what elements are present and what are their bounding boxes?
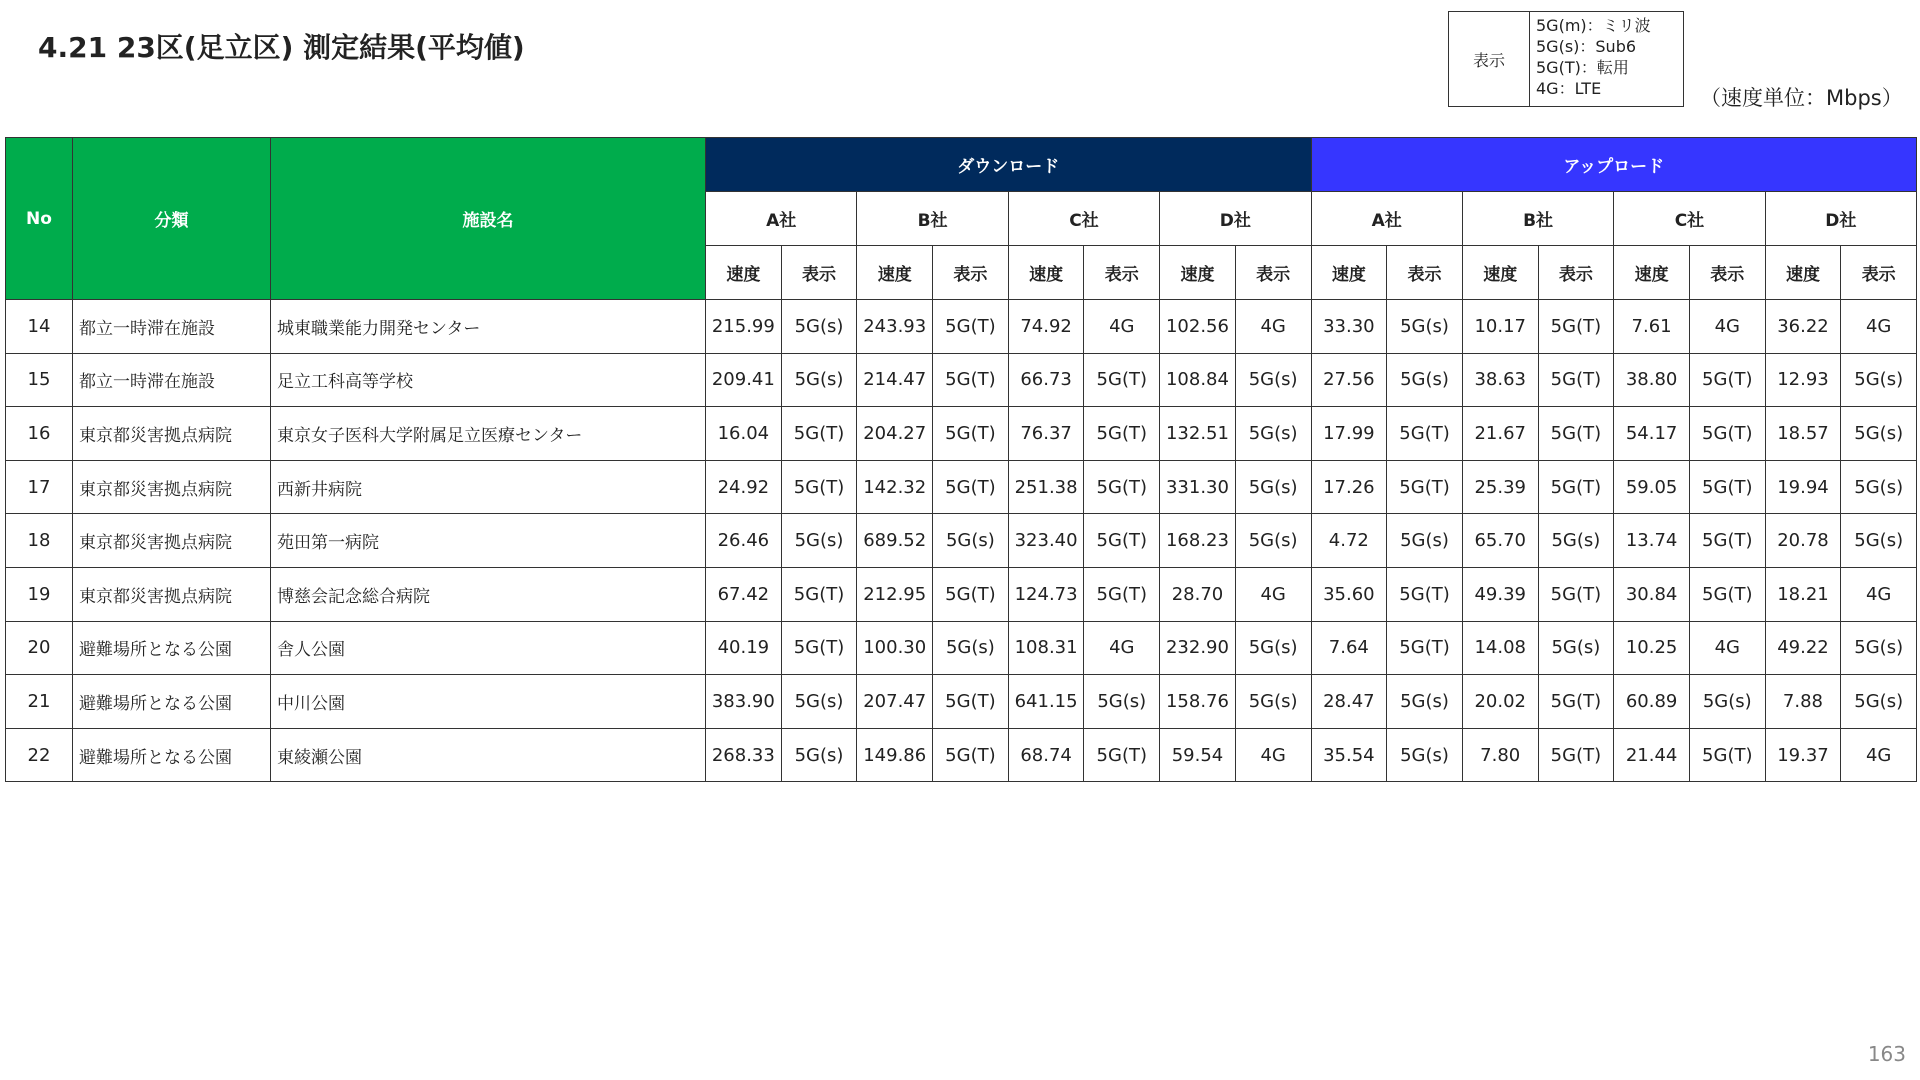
- cell-speed: 204.27: [857, 407, 933, 461]
- header-upload-company: C社: [1614, 192, 1765, 246]
- header-speed: 速度: [1311, 246, 1387, 300]
- cell-speed: 49.39: [1462, 567, 1538, 621]
- cell-display: 5G(T): [1689, 353, 1765, 407]
- cell-speed: 67.42: [706, 567, 782, 621]
- cell-display: 5G(s): [1841, 460, 1917, 514]
- cell-display: 5G(s): [1841, 514, 1917, 568]
- cell-facility: 足立工科高等学校: [271, 353, 706, 407]
- page-title: 4.21 23区(足立区) 測定結果(平均値): [38, 31, 525, 64]
- cell-display: 5G(T): [1538, 675, 1614, 729]
- cell-no: 20: [6, 621, 73, 675]
- header-download-company: B社: [857, 192, 1008, 246]
- cell-speed: 35.54: [1311, 728, 1387, 782]
- cell-display: 5G(s): [1235, 460, 1311, 514]
- cell-display: 5G(s): [781, 514, 857, 568]
- cell-speed: 214.47: [857, 353, 933, 407]
- cell-facility: 舎人公園: [271, 621, 706, 675]
- cell-speed: 17.26: [1311, 460, 1387, 514]
- header-display: 表示: [933, 246, 1009, 300]
- cell-no: 21: [6, 675, 73, 729]
- cell-display: 4G: [1235, 728, 1311, 782]
- cell-speed: 21.44: [1614, 728, 1690, 782]
- table-row: [6, 567, 1917, 621]
- cell-speed: 383.90: [706, 675, 782, 729]
- cell-display: 5G(s): [1387, 728, 1463, 782]
- cell-display: 4G: [1689, 300, 1765, 354]
- cell-speed: 54.17: [1614, 407, 1690, 461]
- header-display: 表示: [1387, 246, 1463, 300]
- cell-display: 5G(s): [781, 300, 857, 354]
- cell-display: 4G: [1084, 300, 1160, 354]
- cell-facility: 城東職業能力開発センター: [271, 300, 706, 354]
- cell-facility: 東綾瀬公園: [271, 728, 706, 782]
- header-category: 分類: [73, 138, 271, 300]
- cell-speed: 100.30: [857, 621, 933, 675]
- cell-display: 5G(T): [1387, 407, 1463, 461]
- header-upload-company: A社: [1311, 192, 1462, 246]
- cell-speed: 7.64: [1311, 621, 1387, 675]
- cell-speed: 10.17: [1462, 300, 1538, 354]
- cell-display: 5G(T): [781, 567, 857, 621]
- cell-speed: 66.73: [1008, 353, 1084, 407]
- cell-speed: 26.46: [706, 514, 782, 568]
- header-display: 表示: [1235, 246, 1311, 300]
- cell-speed: 142.32: [857, 460, 933, 514]
- cell-facility: 東京女子医科大学附属足立医療センター: [271, 407, 706, 461]
- header-upload-company: D社: [1765, 192, 1916, 246]
- page-number: 163: [1867, 1042, 1906, 1066]
- cell-speed: 19.94: [1765, 460, 1841, 514]
- cell-display: 5G(s): [1387, 675, 1463, 729]
- cell-speed: 108.31: [1008, 621, 1084, 675]
- cell-display: 5G(T): [1538, 353, 1614, 407]
- cell-speed: 16.04: [706, 407, 782, 461]
- cell-display: 5G(s): [1084, 675, 1160, 729]
- cell-display: 5G(T): [933, 567, 1009, 621]
- cell-display: 5G(s): [1689, 675, 1765, 729]
- table-row: [6, 300, 1917, 354]
- cell-speed: 7.80: [1462, 728, 1538, 782]
- cell-display: 5G(T): [1084, 567, 1160, 621]
- cell-display: 4G: [1084, 621, 1160, 675]
- cell-facility: 中川公園: [271, 675, 706, 729]
- cell-speed: 33.30: [1311, 300, 1387, 354]
- cell-speed: 21.67: [1462, 407, 1538, 461]
- cell-display: 4G: [1841, 300, 1917, 354]
- header-speed: 速度: [1462, 246, 1538, 300]
- cell-speed: 108.84: [1160, 353, 1236, 407]
- cell-speed: 212.95: [857, 567, 933, 621]
- cell-speed: 14.08: [1462, 621, 1538, 675]
- cell-display: 5G(T): [781, 460, 857, 514]
- header-speed: 速度: [1008, 246, 1084, 300]
- cell-speed: 149.86: [857, 728, 933, 782]
- legend-item: 5G(m)：ミリ波: [1536, 16, 1651, 35]
- cell-display: 5G(s): [1387, 353, 1463, 407]
- cell-speed: 641.15: [1008, 675, 1084, 729]
- cell-display: 5G(s): [1841, 407, 1917, 461]
- cell-speed: 124.73: [1008, 567, 1084, 621]
- cell-no: 16: [6, 407, 73, 461]
- header-download-company: C社: [1008, 192, 1159, 246]
- cell-speed: 38.63: [1462, 353, 1538, 407]
- cell-display: 5G(T): [1084, 353, 1160, 407]
- results-table: [5, 137, 1917, 782]
- table-row: [6, 621, 1917, 675]
- cell-display: 5G(T): [1084, 728, 1160, 782]
- cell-display: 5G(s): [1538, 514, 1614, 568]
- header-download-company: D社: [1160, 192, 1311, 246]
- cell-display: 5G(T): [1689, 460, 1765, 514]
- header-facility: 施設名: [271, 138, 706, 300]
- cell-speed: 215.99: [706, 300, 782, 354]
- header-speed: 速度: [1160, 246, 1236, 300]
- cell-display: 5G(T): [1689, 728, 1765, 782]
- cell-display: 5G(s): [1235, 407, 1311, 461]
- cell-no: 18: [6, 514, 73, 568]
- cell-display: 5G(s): [1841, 675, 1917, 729]
- header-speed: 速度: [857, 246, 933, 300]
- cell-speed: 18.57: [1765, 407, 1841, 461]
- cell-display: 5G(T): [1387, 567, 1463, 621]
- cell-display: 5G(T): [933, 675, 1009, 729]
- cell-display: 4G: [1235, 300, 1311, 354]
- cell-display: 5G(s): [781, 728, 857, 782]
- cell-speed: 232.90: [1160, 621, 1236, 675]
- cell-speed: 25.39: [1462, 460, 1538, 514]
- cell-display: 5G(s): [933, 621, 1009, 675]
- cell-category: 東京都災害拠点病院: [73, 567, 271, 621]
- cell-display: 5G(s): [781, 675, 857, 729]
- cell-display: 5G(T): [933, 728, 1009, 782]
- table-row: [6, 353, 1917, 407]
- cell-speed: 4.72: [1311, 514, 1387, 568]
- cell-speed: 18.21: [1765, 567, 1841, 621]
- cell-speed: 689.52: [857, 514, 933, 568]
- cell-display: 5G(T): [1689, 514, 1765, 568]
- cell-speed: 132.51: [1160, 407, 1236, 461]
- cell-speed: 268.33: [706, 728, 782, 782]
- cell-speed: 20.78: [1765, 514, 1841, 568]
- cell-no: 19: [6, 567, 73, 621]
- cell-display: 5G(T): [1538, 300, 1614, 354]
- cell-display: 5G(T): [933, 300, 1009, 354]
- cell-display: 4G: [1841, 728, 1917, 782]
- cell-display: 5G(T): [1538, 728, 1614, 782]
- cell-speed: 28.70: [1160, 567, 1236, 621]
- cell-speed: 49.22: [1765, 621, 1841, 675]
- cell-speed: 35.60: [1311, 567, 1387, 621]
- cell-speed: 30.84: [1614, 567, 1690, 621]
- cell-speed: 102.56: [1160, 300, 1236, 354]
- cell-speed: 10.25: [1614, 621, 1690, 675]
- cell-display: 5G(s): [1841, 621, 1917, 675]
- cell-speed: 74.92: [1008, 300, 1084, 354]
- cell-facility: 博慈会記念総合病院: [271, 567, 706, 621]
- legend-items: [1530, 12, 1657, 106]
- cell-display: 5G(T): [933, 353, 1009, 407]
- cell-speed: 59.05: [1614, 460, 1690, 514]
- header-upload-company: B社: [1462, 192, 1613, 246]
- cell-speed: 209.41: [706, 353, 782, 407]
- cell-speed: 59.54: [1160, 728, 1236, 782]
- cell-display: 5G(s): [1387, 300, 1463, 354]
- cell-speed: 19.37: [1765, 728, 1841, 782]
- cell-display: 5G(T): [781, 407, 857, 461]
- header-no: No: [6, 138, 73, 300]
- cell-speed: 251.38: [1008, 460, 1084, 514]
- cell-speed: 168.23: [1160, 514, 1236, 568]
- cell-category: 避難場所となる公園: [73, 675, 271, 729]
- cell-speed: 68.74: [1008, 728, 1084, 782]
- cell-category: 避難場所となる公園: [73, 728, 271, 782]
- cell-display: 5G(s): [781, 353, 857, 407]
- cell-display: 5G(T): [933, 407, 1009, 461]
- cell-display: 5G(T): [1689, 567, 1765, 621]
- cell-display: 5G(T): [1538, 567, 1614, 621]
- table-row: [6, 407, 1917, 461]
- cell-speed: 13.74: [1614, 514, 1690, 568]
- header-display: 表示: [1841, 246, 1917, 300]
- table-body: [6, 300, 1917, 782]
- table-row: [6, 460, 1917, 514]
- cell-facility: 苑田第一病院: [271, 514, 706, 568]
- header-download-company: A社: [706, 192, 857, 246]
- header-speed: 速度: [1614, 246, 1690, 300]
- cell-speed: 12.93: [1765, 353, 1841, 407]
- cell-speed: 24.92: [706, 460, 782, 514]
- cell-display: 5G(T): [1689, 407, 1765, 461]
- cell-category: 東京都災害拠点病院: [73, 407, 271, 461]
- legend-item: 5G(T)：転用: [1536, 58, 1629, 77]
- speed-unit-note: （速度単位：Mbps）: [1700, 86, 1903, 110]
- cell-facility: 西新井病院: [271, 460, 706, 514]
- table-row: [6, 728, 1917, 782]
- cell-display: 5G(s): [1235, 675, 1311, 729]
- cell-display: 5G(s): [1235, 621, 1311, 675]
- legend-item: 5G(s)：Sub6: [1536, 37, 1637, 56]
- legend-item: 4G：LTE: [1536, 79, 1602, 98]
- cell-speed: 20.02: [1462, 675, 1538, 729]
- header-display: 表示: [1538, 246, 1614, 300]
- cell-speed: 207.47: [857, 675, 933, 729]
- cell-speed: 243.93: [857, 300, 933, 354]
- cell-speed: 331.30: [1160, 460, 1236, 514]
- cell-speed: 36.22: [1765, 300, 1841, 354]
- cell-display: 5G(s): [1841, 353, 1917, 407]
- cell-display: 5G(T): [1387, 460, 1463, 514]
- cell-display: 4G: [1235, 567, 1311, 621]
- cell-speed: 40.19: [706, 621, 782, 675]
- table-row: [6, 514, 1917, 568]
- cell-category: 東京都災害拠点病院: [73, 460, 271, 514]
- cell-speed: 7.61: [1614, 300, 1690, 354]
- header-speed: 速度: [1765, 246, 1841, 300]
- display-legend-box: [1448, 11, 1684, 107]
- header-upload: アップロード: [1311, 138, 1917, 192]
- cell-category: 都立一時滞在施設: [73, 300, 271, 354]
- legend-label: 表示: [1449, 12, 1530, 106]
- cell-display: 5G(T): [1387, 621, 1463, 675]
- cell-speed: 323.40: [1008, 514, 1084, 568]
- cell-category: 避難場所となる公園: [73, 621, 271, 675]
- cell-speed: 7.88: [1765, 675, 1841, 729]
- header-display: 表示: [1084, 246, 1160, 300]
- cell-display: 5G(T): [933, 460, 1009, 514]
- cell-speed: 28.47: [1311, 675, 1387, 729]
- cell-no: 22: [6, 728, 73, 782]
- header-speed: 速度: [706, 246, 782, 300]
- cell-speed: 76.37: [1008, 407, 1084, 461]
- cell-no: 14: [6, 300, 73, 354]
- cell-display: 5G(s): [1538, 621, 1614, 675]
- cell-category: 都立一時滞在施設: [73, 353, 271, 407]
- cell-speed: 60.89: [1614, 675, 1690, 729]
- cell-speed: 27.56: [1311, 353, 1387, 407]
- cell-display: 5G(T): [1538, 407, 1614, 461]
- header-display: 表示: [1689, 246, 1765, 300]
- cell-speed: 17.99: [1311, 407, 1387, 461]
- cell-speed: 158.76: [1160, 675, 1236, 729]
- cell-display: 5G(s): [1235, 514, 1311, 568]
- cell-display: 5G(s): [1387, 514, 1463, 568]
- header-display: 表示: [781, 246, 857, 300]
- cell-display: 5G(T): [781, 621, 857, 675]
- table-row: [6, 675, 1917, 729]
- cell-category: 東京都災害拠点病院: [73, 514, 271, 568]
- cell-no: 15: [6, 353, 73, 407]
- cell-speed: 38.80: [1614, 353, 1690, 407]
- cell-display: 4G: [1689, 621, 1765, 675]
- header-download: ダウンロード: [706, 138, 1312, 192]
- cell-display: 5G(T): [1084, 407, 1160, 461]
- cell-display: 5G(s): [933, 514, 1009, 568]
- cell-display: 5G(T): [1084, 514, 1160, 568]
- cell-speed: 65.70: [1462, 514, 1538, 568]
- cell-no: 17: [6, 460, 73, 514]
- cell-display: 5G(T): [1538, 460, 1614, 514]
- cell-display: 5G(T): [1084, 460, 1160, 514]
- cell-display: 4G: [1841, 567, 1917, 621]
- cell-display: 5G(s): [1235, 353, 1311, 407]
